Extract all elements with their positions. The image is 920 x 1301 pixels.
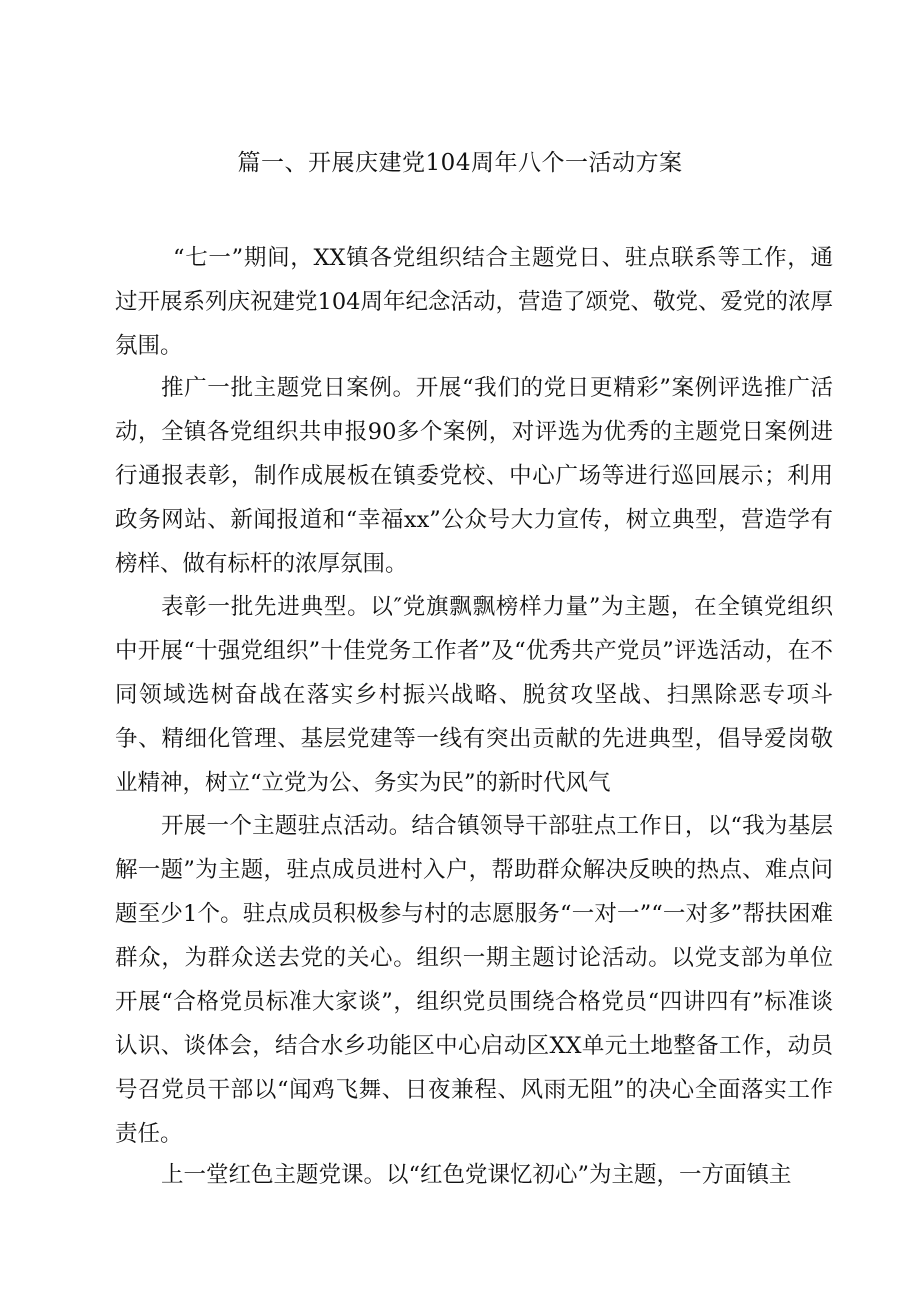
paragraph-intro: “七一”期间，XX镇各党组织结合主题党日、驻点联系等工作，通过开展系列庆祝建党104周年纪念活动，营造了颂党、敬党、爱党的浓厚氛围。 [115, 245, 833, 359]
paragraph-red-party-lesson: 上一堂红色主题党课。以“红色党课忆初心”为主题，一方面镇主 [161, 1162, 792, 1188]
paragraph-theme-day-cases: 推广一批主题党日案例。开展“我们的党日更精彩”案例评选推广活动，全镇各党组织共申报90多个案例，对评选为优秀的主题党日案例进行通报表彰，制作成展板在镇委党校、中心广场等进行巡回展示；利用政务网站、新闻报道和“幸福xx”公众号大力宣传，树立典型，营造学有榜样、做有标杆的浓厚氛围。 [115, 375, 833, 577]
paragraph-stationing-activity: 开展一个主题驻点活动。结合镇领导干部驻点工作日，以“我为基层解一题”为主题，驻点成员进村入户，帮助群众解决反映的热点、难点问题至少1个。驻点成员积极参与村的志愿服务“一对一”“一对多”帮扶困难群众，为群众送去党的关心。组织一期主题讨论活动。以党支部为单位开展“合格党员标准大家谈”，组织党员围绕合格党员“四讲四有”标准谈认识、谈体会，结合水乡功能区中心启动区XX单元土地整备工作，动员号召党员干部以“闻鸡飞舞、日夜兼程、风雨无阻”的决心全面落实工作责任。 [115, 813, 833, 1147]
paragraph-advanced-models: 表彰一批先进典型。以″党旗飘飘榜样力量”为主题，在全镇党组织中开展“十强党组织”十佳党务工作者”及“优秀共产党员”评选活动，在不同领域选树奋战在落实乡村振兴战略、脱贫攻坚战、扫黑除恶专项斗争、精细化管理、基层党建等一线有突出贡献的先进典型，倡导爱岗敬业精神，树立“立党为公、务实为民”的新时代风气 [115, 594, 833, 796]
document-title: 篇一、开展庆建党104周年八个一活动方案 [237, 150, 683, 176]
